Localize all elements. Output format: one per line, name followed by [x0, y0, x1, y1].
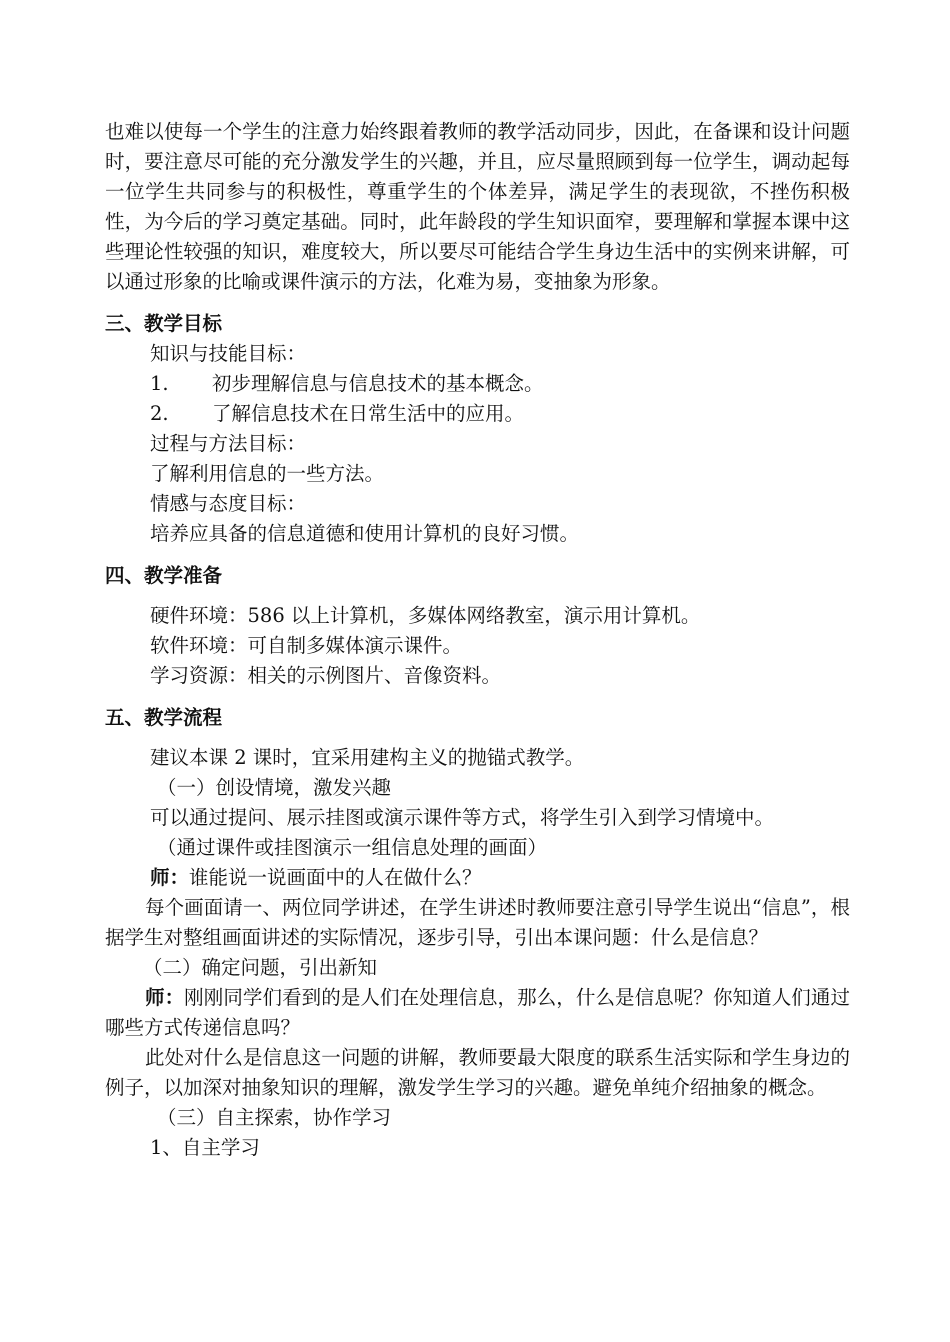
part3-title: （三）自主探索，协作学习	[157, 1106, 392, 1129]
part1-note: （通过课件或挂图演示一组信息处理的画面）	[157, 836, 548, 859]
process-label: 过程与方法目标：	[150, 432, 307, 455]
software-line: 软件环境：可自制多媒体演示课件。	[150, 634, 463, 657]
objective-item-2: 2. 了解信息技术在日常生活中的应用。	[150, 402, 525, 425]
emotion-text: 培养应具备的信息道德和使用计算机的良好习惯。	[150, 522, 580, 545]
part2-title: （二）确定问题，引出新知	[143, 956, 378, 979]
teacher-question-1: 师：谁能说一说画面中的人在做什么？	[150, 866, 482, 889]
teacher-label: 师：	[150, 866, 190, 889]
section-heading-preparation: 四、教学准备	[105, 564, 223, 587]
hardware-line: 硬件环境：586 以上计算机，多媒体网络教室，演示用计算机。	[150, 604, 701, 627]
teacher-question-2: 师：刚刚同学们看到的是人们在处理信息，那么，什么是信息呢？你知道人们通过哪些方式传递信息吗？	[105, 986, 850, 1039]
intro-paragraph: 也难以使每一个学生的注意力始终跟着教师的教学活动同步，因此，在备课和设计问题时，要注意尽可能的充分激发学生的兴趣，并且，应尽量照顾到每一位学生，调动起每一位学生共同参与的积极性，尊重学生的个体差异，满足学生的表现欲，不挫伤积极性，为今后的学习奠定基础。同时，此年龄段的学生知识面窄，要理解和掌握本课中这些理论性较强的知识，难度较大，所以要尽可能结合学生身边生活中的实例来讲解，可以通过形象的比喻或课件演示的方法，化难为易，变抽象为形象。	[105, 120, 850, 293]
document-page	[105, 117, 850, 1163]
part1-text: 可以通过提问、展示挂图或演示课件等方式，将学生引入到学习情境中。	[150, 806, 775, 829]
suggest-line: 建议本课 2 课时，宜采用建构主义的抛锚式教学。	[150, 746, 585, 769]
objective-item-1: 1. 初步理解信息与信息技术的基本概念。	[150, 372, 544, 395]
process-text: 了解利用信息的一些方法。	[150, 462, 385, 485]
emotion-label: 情感与态度目标：	[150, 492, 307, 515]
part2-guide: 此处对什么是信息这一问题的讲解，教师要最大限度的联系生活实际和学生身边的例子，以加深对抽象知识的理解，激发学生学习的兴趣。避免单纯介绍抽象的概念。	[105, 1046, 850, 1099]
sub-heading-self-study: 1、自主学习	[150, 1136, 260, 1159]
resources-line: 学习资源：相关的示例图片、音像资料。	[150, 664, 502, 687]
knowledge-label: 知识与技能目标：	[150, 342, 307, 365]
teacher-label: 师：	[145, 986, 185, 1009]
section-heading-process: 五、教学流程	[105, 706, 223, 729]
section-heading-objectives: 三、教学目标	[105, 312, 223, 335]
part1-title: （一）创设情境，激发兴趣	[157, 776, 392, 799]
part1-guide: 每个画面请一、两位同学讲述，在学生讲述时教师要注意引导学生说出“信息”，根据学生对整组画面讲述的实际情况，逐步引导，引出本课问题：什么是信息？	[105, 896, 850, 949]
